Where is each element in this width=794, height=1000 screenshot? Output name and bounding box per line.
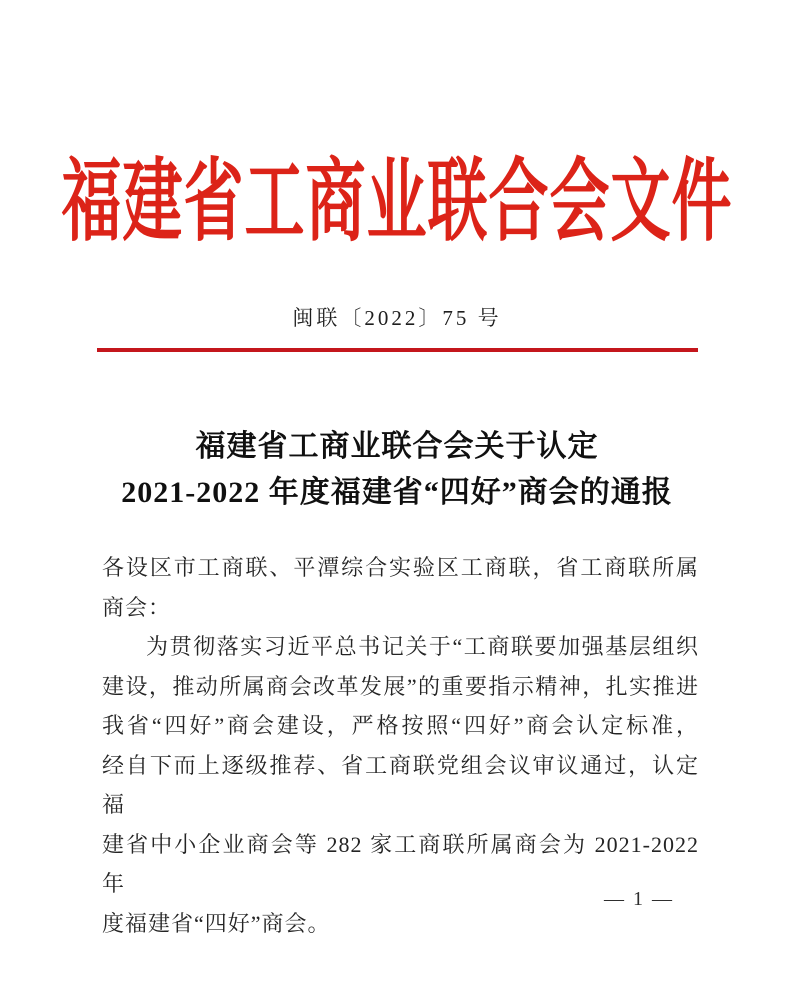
body-line: 建省中小企业商会等 282 家工商联所属商会为 2021-2022 年 xyxy=(102,831,699,896)
document-title xyxy=(0,424,794,516)
body-line: 为贯彻落实习近平总书记关于“工商联要加强基层组织 xyxy=(146,634,699,659)
body-line: 经自下而上逐级推荐、省工商联党组会议审议通过，认定福 xyxy=(102,752,699,817)
body-line: 建设，推动所属商会改革发展”的重要指示精神，扎实推进 xyxy=(102,673,699,699)
body-line-salutation: 各设区市工商联、平潭综合实验区工商联，省工商联所属 xyxy=(102,555,699,580)
document-body xyxy=(102,548,699,943)
page-number: — 1 — xyxy=(604,888,674,910)
red-header xyxy=(0,152,794,252)
document-number: 闽联〔2022〕75 号 xyxy=(292,306,502,330)
red-header-title: 福建省工商业联合会文件 xyxy=(61,152,733,252)
document-title-line2: 2021-2022 年度福建省“四好”商会的通报 xyxy=(121,476,673,509)
document-title-line1: 福建省工商业联合会关于认定 xyxy=(195,430,599,463)
body-line-salutation-end: 商会： xyxy=(102,594,172,620)
body-line-paragraph-end: 度福建省“四好”商会。 xyxy=(102,910,331,936)
red-divider-line xyxy=(97,348,698,352)
body-line: 我省“四好”商会建设，严格按照“四好”商会认定标准， xyxy=(102,713,699,738)
